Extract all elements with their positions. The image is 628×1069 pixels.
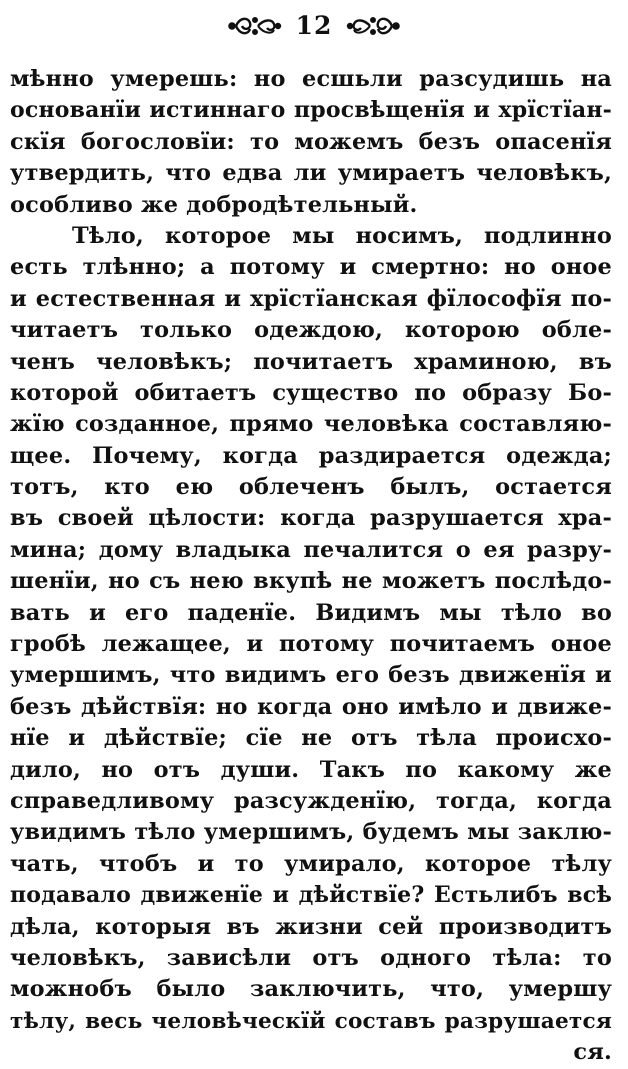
text-line: ченъ человѣкъ; почитаетъ храминою, въ xyxy=(10,348,612,375)
text-line: жїю созданное, прямо человѣка составляю- xyxy=(10,411,612,438)
text-line: утвердить, что едва ли умираетъ человѣкъ, xyxy=(10,160,612,187)
text-line: дѣла, которыя въ жизни сей производитъ xyxy=(10,913,612,940)
text-line: основанїи истиннаго просвѣщенїя и хрїстїан- xyxy=(10,97,612,124)
page-number: 12 xyxy=(295,11,333,40)
text-line: чать, чтобъ и то умирало, которое тѣлу xyxy=(10,850,612,877)
text-line: есть тлѣнно; а потому и смертно: но оное xyxy=(10,254,612,281)
floral-ornament-icon xyxy=(224,11,282,41)
text-line: умершимъ, что видимъ его безъ движенїя и xyxy=(10,662,612,689)
text-line: скїя богословїи: то можемъ безъ опасенїя xyxy=(10,128,612,155)
text-line: справедливому разсужденїю, тогда, когда xyxy=(10,787,612,814)
text-line: подавало движенїе и дѣйствїе? Естьлибъ всѣ xyxy=(10,882,612,909)
text-line: мѣнно умерешь: но есшьли разсудишь на xyxy=(10,66,612,92)
text-line: гробѣ лежащее, и потому почитаемъ оное xyxy=(10,631,612,658)
text-line: щее. Почему, когда раздирается одежда; xyxy=(10,442,612,469)
text-line: увидимъ тѣло умершимъ, будемъ мы заклю- xyxy=(10,819,612,846)
page-header xyxy=(0,6,628,46)
text-line: шенїи, но съ нею вкупѣ не можетъ послѣдо- xyxy=(10,568,612,595)
text-line: нїе и дѣйствїе; сїе не отъ тѣла происхо- xyxy=(10,725,612,752)
text-line: дило, но отъ души. Такъ по какому же xyxy=(10,756,612,783)
text-line: тотъ, кто ею облеченъ былъ, остается xyxy=(10,474,612,501)
text-line: читаетъ только одеждою, которою обле- xyxy=(10,317,612,344)
text-line: которой обитаетъ существо по образу Бо- xyxy=(10,379,612,406)
text-line: можнобъ было заключить, что, умершу xyxy=(10,976,612,1003)
body-text xyxy=(10,64,612,1069)
catchword: ся. xyxy=(573,1039,612,1066)
text-line: мина; дому владыка печалится о ея разру- xyxy=(10,536,612,563)
text-line: и естественная и хрїстїанская фїлософїя по- xyxy=(10,285,612,312)
text-line: человѣкъ, зависѣли отъ одного тѣла: то xyxy=(10,944,612,971)
text-line: вать и его паденїе. Видимъ мы тѣло во xyxy=(10,599,612,626)
text-line: тѣлу, весь человѣческїй составъ разрушается xyxy=(10,1008,612,1034)
floral-ornament-icon xyxy=(346,11,404,41)
text-line: въ своей цѣлости: когда разрушается хра- xyxy=(10,505,612,532)
text-line: безъ дѣйствїя: но когда оно имѣло и движе- xyxy=(10,693,612,720)
text-line: особливо же добродѣтельный. xyxy=(10,191,418,218)
paragraph-first-line: Тѣло, которое мы носимъ, подлинно xyxy=(72,222,612,249)
